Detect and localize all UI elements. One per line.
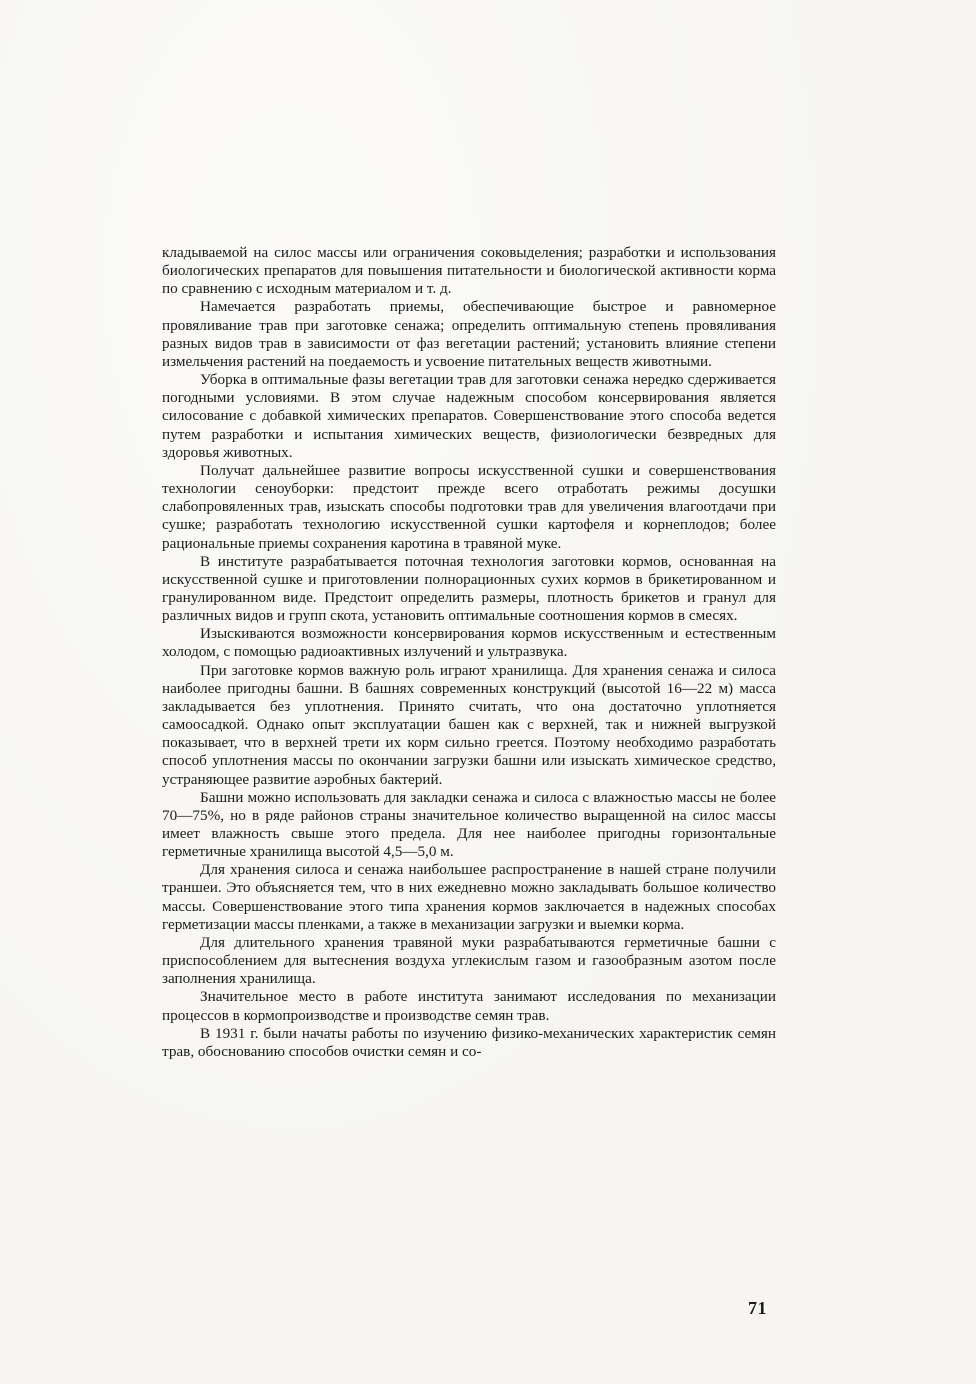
paragraph: Уборка в оптимальные фазы вегетации трав для заготовки сенажа нередко сдерживается погодными условиями. В этом случае надежным способом консервирования является силосование с добавкой химических препаратов. Совершенствование этого способа ведется путем разработки и испытания химических веществ, физиологически безвредных для здоровья животных. bbox=[162, 371, 776, 461]
paragraph: Намечается разработать приемы, обеспечивающие быстрое и равномерное провяливание трав при заготовке сенажа; определить оптимальную степень провяливания разных видов трав в зависимости от фаз вегетации растений; установить влияние степени измельчения растений на поедаемость и усвоение питательных веществ животными. bbox=[162, 298, 776, 370]
page-number: 71 bbox=[748, 1298, 767, 1318]
paragraph: Получат дальнейшее развитие вопросы искусственной сушки и совершенствования технологии сеноуборки: предстоит прежде всего отработать режимы досушки слабопровяленных трав, изыскать способы подготовки трав для увеличения влагоотдачи при сушке; разработать технологию искусственной сушки картофеля и корнеплодов; более рациональные приемы сохранения каротина в травяной муке. bbox=[162, 461, 776, 552]
paragraph: Для хранения силоса и сенажа наибольшее распространение в нашей стране получили траншеи. Это объясняется тем, что в них ежедневно можно закладывать большое количество массы. Совершенствование этого типа хранения кормов заключается в надежных способах герметизации массы пленками, а также в механизации загрузки и выемки корма. bbox=[162, 861, 776, 933]
paragraph: При заготовке кормов важную роль играют хранилища. Для хранения сенажа и силоса наиболее пригодны башни. В башнях современных конструкций (высотой 16—22 м) масса закладывается без уплотнения. Принято считать, что она достаточно уплотняется самоосадкой. Однако опыт эксплуатации башен как с верхней, так и нижней выгрузкой показывает, что в верхней трети их корм сильно греется. Поэтому необходимо разработать способ уплотнения массы по окончании загрузки башни или изыскать химическое средство, устраняющее развитие аэробных бактерий. bbox=[162, 661, 776, 788]
paragraph: Изыскиваются возможности консервирования кормов искусственным и естественным холодом, с помощью радиоактивных излучений и ультразвука. bbox=[162, 625, 776, 661]
paragraph: Для длительного хранения травяной муки разрабатываются герметичные башни с приспособлением для вытеснения воздуха углекислым газом и газообразным азотом после заполнения хранилища. bbox=[162, 933, 776, 988]
paragraph: В 1931 г. были начаты работы по изучению физико-механических характеристик семян трав, обоснованию способов очистки семян и со- bbox=[162, 1024, 776, 1060]
body-text bbox=[162, 244, 776, 1061]
paragraph: В институте разрабатывается поточная технология заготовки кормов, основанная на искусственной сушке и приготовлении полнорационных сухих кормов в брикетированном и гранулированном виде. Предстоит определить размеры, плотность брикетов и гранул для различных видов и групп скота, установить оптимальные соотношения кормов в смесях. bbox=[162, 552, 776, 625]
paragraph: Значительное место в работе института занимают исследования по механизации процессов в кормопроизводстве и производстве семян трав. bbox=[162, 988, 776, 1024]
paragraph-continuation: кладываемой на силос массы или ограничения соковыделения; разработки и использования биологических препаратов для повышения питательности и биологической активности корма по сравнению с исходным материалом и т. д. bbox=[162, 244, 776, 298]
paragraph: Башни можно использовать для закладки сенажа и силоса с влажностью массы не более 70—75%, но в ряде районов страны значительное количество выращенной на силос массы имеет влажность свыше этого предела. Для нее наиболее пригодны горизонтальные герметичные хранилища высотой 4,5—5,0 м. bbox=[162, 788, 776, 861]
